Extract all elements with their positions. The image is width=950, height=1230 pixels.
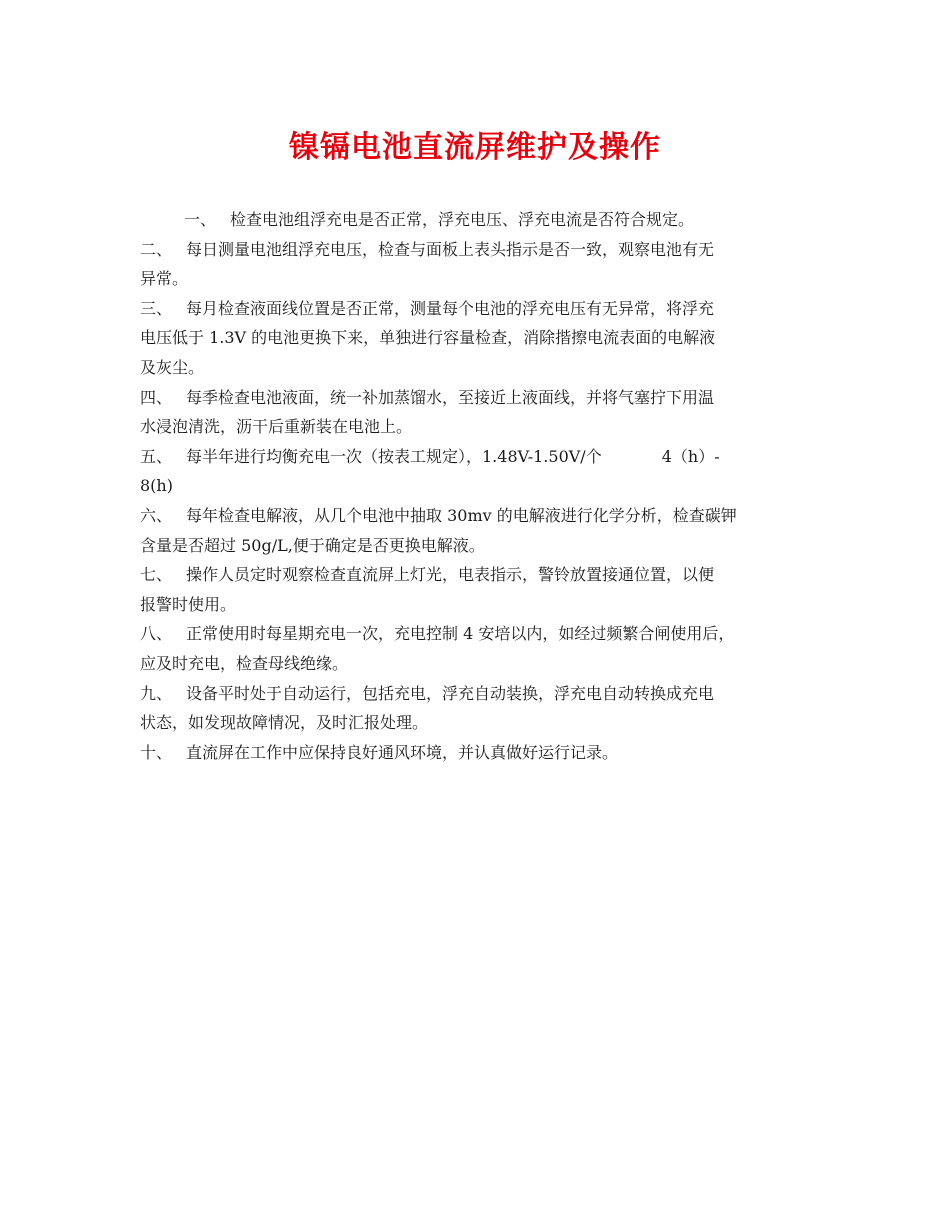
item-text: 设备平时处于自动运行，包括充电，浮充自动装换，浮充电自动转换成充电 xyxy=(186,683,715,703)
paragraph-line xyxy=(140,501,820,531)
item-text: 检查电池组浮充电是否正常，浮充电压、浮充电流是否符合规定。 xyxy=(230,210,695,229)
paragraph-4 xyxy=(140,383,820,442)
item-number: 八、 xyxy=(140,624,173,644)
item-text: 水浸泡清洗，沥干后重新装在电池上。 xyxy=(140,417,413,437)
paragraph-line xyxy=(140,442,820,472)
paragraph-9 xyxy=(140,679,820,738)
item-number: 一、 xyxy=(184,210,217,229)
item-number: 二、 xyxy=(140,239,173,259)
item-text: 异常。 xyxy=(140,269,189,289)
paragraph-8 xyxy=(140,619,820,678)
document-title: 镍镉电池直流屏维护及操作 xyxy=(289,130,661,165)
paragraph-5 xyxy=(140,442,820,501)
item-number: 五、 xyxy=(140,446,173,466)
item-text: 含量是否超过 50g/L,便于确定是否更换电解液。 xyxy=(140,535,485,555)
item-number: 九、 xyxy=(140,683,173,703)
item-number: 四、 xyxy=(140,387,173,407)
item-text: 每月检查液面线位置是否正常，测量每个电池的浮充电压有无异常，将浮充 xyxy=(186,298,715,318)
item-text: 直流屏在工作中应保持良好通风环境，并认真做好运行记录。 xyxy=(186,742,619,762)
item-text: 8(h) xyxy=(140,476,173,496)
item-text: 每日测量电池组浮充电压，检查与面板上表头指示是否一致，观察电池有无 xyxy=(186,239,715,259)
item-text: 每季检查电池液面，统一补加蒸馏水，至接近上液面线，并将气塞拧下用温 xyxy=(186,387,715,407)
item-text: 每年检查电解液，从几个电池中抽取 30mv 的电解液进行化学分析，检查碳钾 xyxy=(186,505,737,525)
item-number: 七、 xyxy=(140,565,173,585)
item-text: 正常使用时每星期充电一次，充电控制 4 安培以内，如经过频繁合闸使用后， xyxy=(186,624,735,644)
item-text: 电压低于 1.3V 的电池更换下来，单独进行容量检查，消除揩擦电流表面的电解液 xyxy=(140,328,716,348)
paragraph-7 xyxy=(140,560,820,619)
paragraph-line xyxy=(140,679,820,709)
item-number: 十、 xyxy=(140,742,173,762)
paragraph-line xyxy=(140,294,820,324)
paragraph-line xyxy=(140,619,820,649)
paragraph-3 xyxy=(140,294,820,383)
document-body xyxy=(140,205,820,767)
item-text: 报警时使用。 xyxy=(140,594,237,614)
item-text: 应及时充电，检查母线绝缘。 xyxy=(140,653,349,673)
item-text: 每半年进行均衡充电一次（按表工规定），1.48V-1.50V/个 xyxy=(186,446,602,466)
paragraph-1 xyxy=(140,205,820,235)
item-text: 操作人员定时观察检查直流屏上灯光，电表指示，警铃放置接通位置，以便 xyxy=(186,565,715,585)
paragraph-10 xyxy=(140,738,820,768)
paragraph-2 xyxy=(140,235,820,294)
paragraph-line xyxy=(140,235,820,265)
paragraph-line xyxy=(140,383,820,413)
item-text: 及灰尘。 xyxy=(140,357,205,377)
item-text: 状态，如发现故障情况，及时汇报处理。 xyxy=(140,713,429,733)
paragraph-line xyxy=(140,560,820,590)
item-text-tail: 4（h）- xyxy=(661,446,720,466)
paragraph-6 xyxy=(140,501,820,560)
item-number: 三、 xyxy=(140,298,173,318)
item-number: 六、 xyxy=(140,505,173,525)
